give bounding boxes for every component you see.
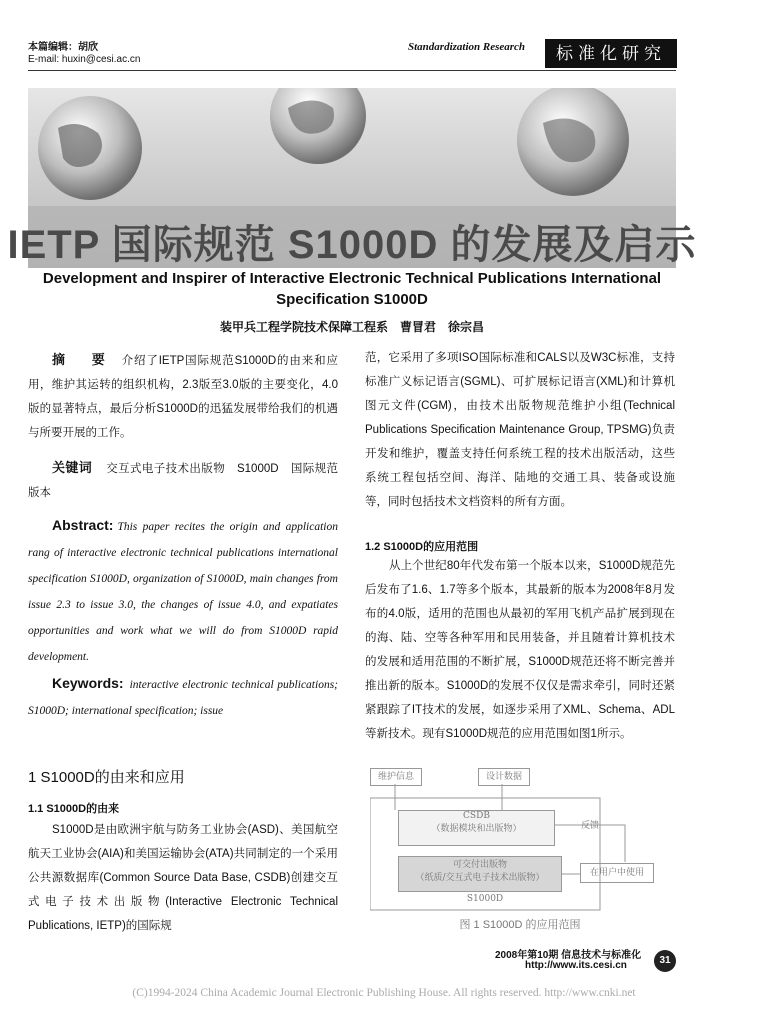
abstract-cn — [28, 348, 338, 445]
article-title-en — [28, 268, 676, 310]
abstract-cn-text: 介绍了IETP国际规范S1000D的由来和应用，维护其运转的组织机构，2.3版至3.0版的主要变化，4.0版的显著特点，最后分析S1000D的迅猛发展带给我们的机遇与所要开展的工作。 — [28, 355, 338, 439]
journal-name-cn: 标准化研究 — [545, 39, 677, 68]
box-csdb — [398, 810, 555, 846]
authors: 装甲兵工程学院技术保障工程系 曹冒君 徐宗昌 — [219, 320, 484, 334]
keywords-en-label: Keywords: — [52, 675, 124, 691]
pub-title: 可交付出版物 — [452, 860, 507, 870]
abstract-en-label: Abstract: — [52, 517, 114, 533]
s1000d-label: S1000D — [466, 894, 504, 904]
keywords-en — [28, 670, 338, 724]
pub-sub: （纸质/交互式电子技术出版物） — [415, 873, 545, 883]
abstract-en — [28, 512, 338, 670]
section-1-1-title: 1.1 S1000D的由来 — [28, 803, 120, 815]
header-rule — [28, 70, 676, 71]
footer-issue: 2008年第10期 信息技术与标准化 — [495, 950, 642, 961]
journal-name-en: Standardization Research — [408, 41, 526, 53]
keywords-cn-text: 交互式电子技术出版物 S1000D 国际规范 版本 — [28, 463, 350, 499]
editor-email: E-mail: huxin@cesi.ac.cn — [28, 54, 141, 65]
section-1-2-text: 从上个世纪80年代发布第一个版本以来，S1000D规范先后发布了1.6、1.7等多个版本，其最新的版本为2008年8月发布的4.0版，适用的范围也从最初的军用飞机产品扩展到现在的海、陆、空等各种军用和民用装备，并且随着计算机技术的发展和适用范围的不断扩展，S1000D规范还将不断完善并推出新的版本。S1000D的发展不仅仅是需求牵引，同时还紧紧跟踪了IT技术的发展，如逐步采用了XML、Schema、ADL等新技术。现有S1000D规范的应用范围如图1所示。 — [365, 560, 675, 740]
right-col-continuation: 范，它采用了多项ISO国际标准和CALS以及W3C标准，支持标准广义标记语言(SGML)、可扩展标记语言(XML)和计算机图元文件(CGM)，由技术出版物规范维护小组(Technical Publications Specification Maintenance Group, TPSMG)负责开发和维护，覆盖支持任何系统工程的技术出版活动，这些系统工程包括空间、海洋、陆地的交通工具、装备或设施等，同时包括技术文档资料的所有方面。 — [365, 352, 675, 508]
feedback-label: 反馈 — [580, 821, 599, 831]
figure-1-lines — [370, 762, 670, 937]
keywords-cn — [28, 456, 350, 505]
box-maintain-info: 维护信息 — [370, 768, 422, 786]
abstract-en-text: This paper recites the origin and application rang of interactive electronic technical publications international specification S1000D, organization of S1000D, main changes from issue 2.3 to issue 3.0, the changes of issue 4.0, and expatiates opportunities and work what we will do from S1000D rapid development. — [28, 521, 338, 663]
section-1-title: 1 S1000D的由来和应用 — [28, 769, 185, 786]
copyright-notice: (C)1994-2024 China Academic Journal Electronic Publishing House. All rights reserved. http://www.cnki.net — [132, 987, 636, 999]
csdb-title: CSDB — [463, 811, 490, 821]
section-1-1-text: S1000D是由欧洲宇航与防务工业协会(ASD)、美国航空航天工业协会(AIA)和美国运输协会(ATA)共同制定的一个采用公共源数据库(Common Source Data Base, CSDB)创建交互式电子技术出版物(Interactive Electronic Technical Publications, IETP)的国际规 — [28, 824, 338, 932]
box-deliverable-pubs — [398, 856, 562, 892]
csdb-sub: （数据模块和出版物） — [431, 824, 522, 834]
title-en-line2: Specification S1000D — [276, 291, 428, 308]
box-design-data: 设计数据 — [478, 768, 530, 786]
figure-caption: 图 1 S1000D 的应用范围 — [459, 919, 581, 931]
keywords-cn-label: 关键词 — [52, 460, 93, 475]
footer-url[interactable]: http://www.its.cesi.cn — [525, 960, 627, 971]
editor-name: 本篇编辑：胡欣 — [28, 42, 98, 53]
abstract-cn-label: 摘 要 — [52, 352, 112, 367]
box-user-usage: 在用户中使用 — [580, 863, 654, 883]
editor-info — [28, 42, 140, 66]
section-1-2-title: 1.2 S1000D的应用范围 — [365, 541, 479, 553]
figure-1 — [370, 762, 670, 937]
page-number: 31 — [654, 950, 676, 972]
article-title-cn: IETP 国际规范 S1000D 的发展及启示 — [7, 223, 697, 267]
title-en-line1: Development and Inspirer of Interactive Electronic Technical Publications International — [42, 270, 662, 287]
keywords-en-text: interactive electronic technical publications; S1000D; international specification; issue — [28, 679, 338, 717]
